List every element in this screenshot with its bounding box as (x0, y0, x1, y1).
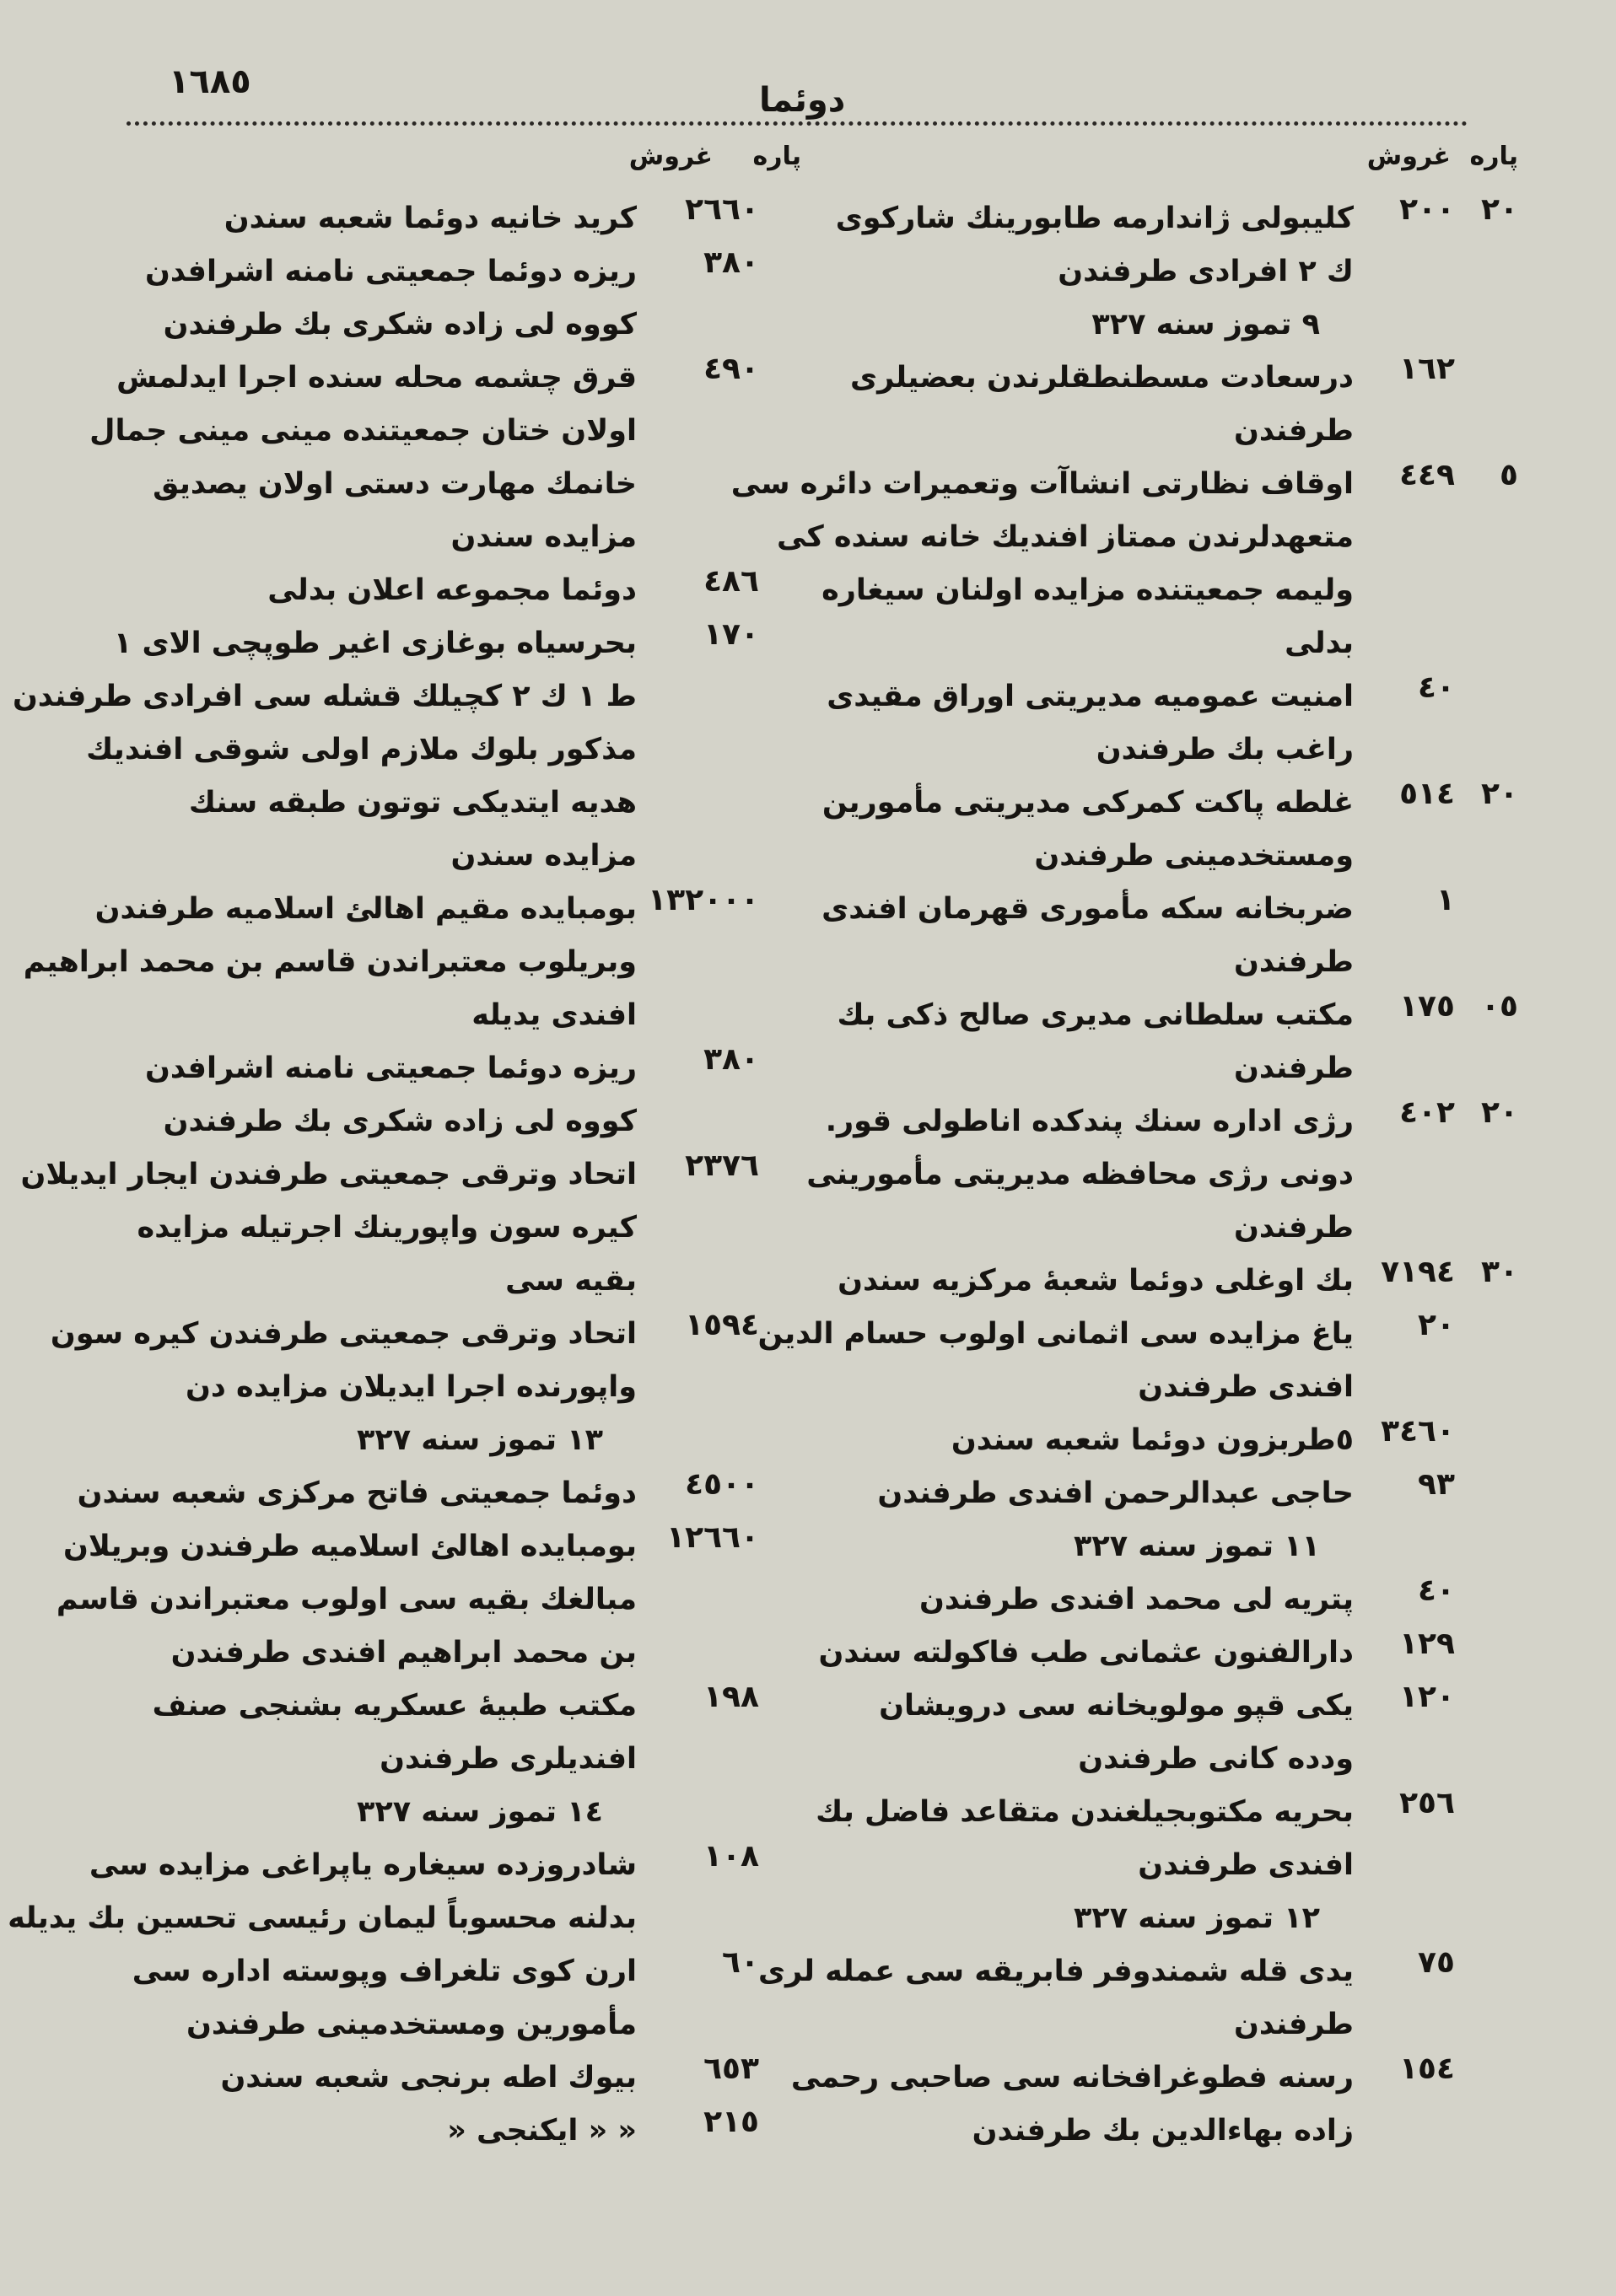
text-line: ك ٢ افرادى طرفندن (1058, 255, 1354, 288)
text-line: متعهدلرندن ممتاز افنديك خانه سنده كى (776, 520, 1354, 554)
text-line: طرفندن (1233, 2008, 1354, 2041)
ghurush-amount: ٣٨٠ (703, 245, 759, 280)
text-line: مبالغك بقيه سى اولوب معتبراندن قاسم (56, 1583, 637, 1616)
entry-description (810, 352, 1354, 458)
entry-description (50, 1308, 637, 1414)
entry-description (810, 1786, 1354, 1892)
ledger-entry (810, 1255, 1518, 1308)
entry-description (810, 1892, 1354, 1945)
text-line: اتحاد وترقى جمعيتى طرفندن ايجار ايديلان (20, 1158, 637, 1191)
entry-description (757, 1945, 1354, 2051)
ghurush-amount: ٢٥٦ (1399, 1786, 1455, 1820)
entry-description (810, 1520, 1354, 1573)
text-line: دارالفنون عثمانى طب فاكولته سندن (818, 1636, 1354, 1670)
ledger-entry (810, 192, 1518, 298)
ghurush-amount: ٤٠ (1418, 670, 1455, 705)
entry-description (101, 2105, 637, 2158)
text-line: كيره سون واپورينك اجرتيله مزايده (137, 1211, 637, 1245)
ledger-entry (101, 1945, 776, 2051)
ghurush-amount: ١٢٦٦٠ (666, 1520, 759, 1555)
text-line: درسعادت مسطنطقلرندن بعضيلرى (850, 361, 1354, 395)
entry-description (101, 1680, 637, 1786)
text-line: بقيه سى (505, 1264, 637, 1298)
text-line: افنديلرى طرفندن (380, 1742, 637, 1776)
entry-description (101, 1786, 637, 1839)
ledger-entry (89, 352, 776, 564)
ledger-entry (810, 989, 1518, 1095)
page-title: دوئما (759, 81, 846, 120)
ghurush-amount: ٤٠ (1418, 1573, 1455, 1608)
text-line: يدى قله شمندوفر فابريقه سى عمله لرى (757, 1955, 1354, 1988)
ledger-entry (101, 2105, 776, 2158)
ledger-entry (810, 1414, 1518, 1467)
ghurush-amount: ٦٠ (722, 1945, 759, 1980)
ghurush-amount: ١٠٨ (703, 1839, 759, 1874)
ledger-entry (101, 1414, 776, 1467)
text-line: ياغ مزايده سى اثمانى اولوب حسام الدين (757, 1317, 1354, 1351)
text-line: كريد خانيه دوئما شعبه سندن (224, 202, 637, 235)
text-line: بحرسياه بوغازى اغير طوپچى الاى ١ (113, 626, 637, 660)
text-line: شادروزده سيغاره ياپراغى مزايده سى (89, 1848, 637, 1882)
text-line: ٥طربزون دوئما شعبه سندن (951, 1423, 1354, 1457)
ledger-entry (101, 1786, 776, 1839)
text-line: افندى طرفندن (1138, 1848, 1354, 1882)
ghurush-amount: ٤٤٩ (1399, 458, 1455, 492)
text-line: ضربخانه سكه مأمورى قهرمان افندى (821, 892, 1354, 926)
date-line: ١٢ تموز سنه ٣٢٧ (1073, 1901, 1320, 1935)
ghurush-amount: ٥١٤ (1399, 777, 1455, 811)
text-line: افندى طرفندن (1138, 1370, 1354, 1404)
entry-description (810, 670, 1354, 777)
ghurush-amount: ٢٠٠ (1399, 192, 1455, 227)
ghurush-amount: ٤٩٠ (703, 352, 759, 386)
text-line: مزايده سندن (450, 520, 637, 554)
date-line: ١٣ تموز سنه ٣٢٧ (356, 1423, 603, 1457)
text-line: ريزه دوئما جمعيتى نامنه اشرافدن (144, 1051, 637, 1085)
ledger-entry (810, 1520, 1518, 1573)
entry-description (810, 989, 1354, 1095)
para-amount: ٣٠ (1481, 1255, 1518, 1289)
ghurush-heading: غروش (628, 142, 713, 171)
entry-description (101, 192, 637, 245)
text-line: ودده كانى طرفندن (1078, 1742, 1354, 1776)
ghurush-amount: ٦٥٣ (703, 2051, 759, 2086)
text-line: يكى قپو مولويخانه سى درويشان (879, 1689, 1354, 1723)
text-line: هديه ايتديكى توتون طبقه سنك (188, 786, 637, 820)
entry-description (101, 1414, 637, 1467)
ledger-entry (101, 564, 776, 617)
date-line: ١١ تموز سنه ٣٢٧ (1073, 1530, 1320, 1563)
entry-description (810, 883, 1354, 989)
entry-description (56, 1520, 637, 1680)
text-line: وليمه جمعيتنده مزايده اولنان سيغاره (821, 573, 1354, 607)
entry-description (101, 245, 637, 352)
entry-description (12, 617, 637, 883)
text-line: اولان ختان جمعيتنده مينى مينى جمال (89, 414, 637, 448)
text-line: خانمك مهارت دستى اولان يصديق (153, 467, 637, 501)
ghurush-amount: ١٩٨ (703, 1680, 759, 1714)
ledger-entry (810, 1467, 1518, 1520)
entry-description (20, 1148, 637, 1308)
ledger-entry (810, 777, 1518, 883)
entry-description (810, 1573, 1354, 1627)
entry-description (89, 352, 637, 564)
entry-description (101, 2051, 637, 2105)
ledger-entry (101, 1042, 776, 1148)
text-line: كووه لى زاده شكرى بك طرفندن (163, 1105, 637, 1138)
ledger-entry (56, 1520, 776, 1680)
entry-description (810, 1255, 1354, 1308)
left-column-heading (101, 142, 801, 192)
ghurush-amount: ١٧٥ (1399, 989, 1455, 1024)
ghurush-amount: ١٥٩٤ (685, 1308, 759, 1342)
entry-description (806, 1095, 1354, 1255)
text-line: اتحاد وترقى جمعيتى طرفندن كيره سون (50, 1317, 637, 1351)
text-line: بن محمد ابراهيم افندى طرفندن (170, 1636, 637, 1670)
para-amount: ٢٠ (1481, 1095, 1518, 1130)
text-line: مكتب طبيهٔ عسكريه بشنجى صنف (152, 1689, 637, 1723)
text-line: طرفندن (1233, 1051, 1354, 1085)
ledger-entry (790, 2051, 1518, 2158)
text-line: غلطه پاكت كمركى مديريتى مأمورين (821, 786, 1354, 820)
entry-description (101, 564, 637, 617)
text-line: طرفندن (1233, 1211, 1354, 1245)
entry-description (23, 883, 637, 1042)
text-line: طرفندن (1233, 414, 1354, 448)
ledger-entry (23, 883, 776, 1042)
ledger-entry (101, 2051, 776, 2105)
text-line: مكتب سلطانى مديرى صالح ذكى بك (837, 998, 1354, 1032)
text-line: دونى رژى محافظه مديريتى مأمورينى (806, 1158, 1354, 1191)
entry-description (77, 1467, 637, 1520)
ghurush-amount: ٣٤٦٠ (1381, 1414, 1455, 1449)
ledger-entry (810, 1786, 1518, 1892)
ghurush-amount: ٤٨٦ (703, 564, 759, 599)
para-amount: ٢٠ (1481, 192, 1518, 227)
date-line: ١٤ تموز سنه ٣٢٧ (356, 1795, 603, 1829)
text-line: دوئما جمعيتى فاتح مركزى شعبه سندن (77, 1476, 637, 1510)
text-line: بدلنه محسوباً ليمان رئيسى تحسين بك يديله (8, 1901, 637, 1935)
para-heading: پاره (752, 142, 801, 171)
ghurush-heading: غروش (1366, 142, 1451, 171)
left-column (8, 142, 801, 2158)
text-line: راغب بك طرفندن (1096, 733, 1354, 766)
ledger-entry (810, 298, 1518, 352)
text-line: كليبولى ژاندارمه طابورينك شاركوى (835, 202, 1354, 235)
entry-description (8, 1839, 637, 1945)
text-line: قرق چشمه محله سنده اجرا ايدلمش (116, 361, 637, 395)
ledger-entry (810, 1892, 1518, 1945)
entry-description (810, 192, 1354, 298)
text-line: امنيت عموميه مديريتى اوراق مقيدى (827, 680, 1354, 713)
ledger-entry (757, 1945, 1518, 2051)
para-amount: ٥ (1500, 458, 1518, 492)
ledger-entry (810, 883, 1518, 989)
entry-description (810, 1680, 1354, 1786)
entry-description (810, 1467, 1354, 1520)
ledger-entry (810, 670, 1518, 777)
text-line: پتريه لى محمد افندى طرفندن (919, 1583, 1354, 1616)
right-column-heading (810, 142, 1518, 192)
text-line: حاجى عبدالرحمن افندى طرفندن (877, 1476, 1354, 1510)
ghurush-amount: ٣٨٠ (703, 1042, 759, 1077)
ghurush-amount: ٤٠٢ (1399, 1095, 1455, 1130)
ghurush-amount: ٢٣٧٦ (685, 1148, 759, 1183)
ghurush-amount: ٩٣ (1418, 1467, 1455, 1502)
entry-description (101, 1042, 637, 1148)
ghurush-amount: ١٣٢٠٠٠ (648, 883, 759, 917)
ledger-entry (810, 1573, 1518, 1627)
text-line: رسنه فطوغرافخانه سى صاحبى رحمى (790, 2061, 1354, 2094)
ghurush-amount: ٧١٩٤ (1381, 1255, 1455, 1289)
header-divider (127, 121, 1468, 126)
text-line: بدلى (1285, 626, 1354, 660)
text-line: كووه لى زاده شكرى بك طرفندن (163, 308, 637, 341)
text-line: ط ١ ك ٢ كچيلك قشله سى افرادى طرفندن (12, 680, 637, 713)
text-line: بيوك اطه برنجى شعبه سندن (220, 2061, 637, 2094)
date-line: ٩ تموز سنه ٣٢٧ (1091, 308, 1320, 341)
ghurush-amount: ٤٥٠٠ (685, 1467, 759, 1502)
text-line: مأمورين ومستخدمينى طرفندن (186, 2008, 637, 2041)
text-line: مزايده سندن (450, 839, 637, 873)
ledger-entry (810, 1680, 1518, 1786)
entry-description (790, 2051, 1354, 2158)
ledger-entry (810, 352, 1518, 458)
text-line: اوقاف نظارتى انشاآت وتعميرات دائره سى (730, 467, 1354, 501)
ledger-entry (20, 1148, 776, 1308)
text-line: زاده بهاءالدين بك طرفندن (972, 2114, 1354, 2148)
entry-description (810, 1414, 1354, 1467)
text-line: « « ايكنجى « (447, 2114, 637, 2148)
para-amount: ٠٥ (1481, 989, 1518, 1024)
ghurush-amount: ٢١٥ (703, 2105, 759, 2139)
text-line: ومستخدمينى طرفندن (1034, 839, 1354, 873)
text-line: بك اوغلى دوئما شعبهٔ مركزيه سندن (838, 1264, 1354, 1298)
page-number: ١٦٨٥ (169, 62, 251, 101)
text-line: مذكور بلوك ملازم اولى شوقى افنديك (86, 733, 637, 766)
ledger-entry (810, 1627, 1518, 1680)
ledger-entry (101, 192, 776, 245)
entry-description (810, 298, 1354, 352)
text-line: بحريه مكتوبجيلغندن متقاعد فاضل بك (816, 1795, 1354, 1829)
ledger-entry (101, 245, 776, 352)
ghurush-amount: ١٢٩ (1399, 1627, 1455, 1661)
entry-description (810, 777, 1354, 883)
ledger-entry (50, 1308, 776, 1414)
ledger-entry (757, 1308, 1518, 1414)
text-line: وبريلوب معتبراندن قاسم بن محمد ابراهيم (23, 945, 637, 979)
ledger-entry (101, 1680, 776, 1786)
ghurush-amount: ٢٠ (1418, 1308, 1455, 1342)
ledger-entry (806, 1095, 1518, 1255)
text-line: ريزه دوئما جمعيتى نامنه اشرافدن (144, 255, 637, 288)
text-line: واپورنده اجرا ايديلان مزايده دن (186, 1370, 637, 1404)
text-line: رژى اداره سنك پندكده اناطولى قور. (825, 1105, 1354, 1138)
text-line: دوئما مجموعه اعلان بدلى (267, 573, 637, 607)
ledger-entry (12, 617, 776, 883)
ledger-entry (77, 1467, 776, 1520)
ghurush-amount: ١٥٤ (1399, 2051, 1455, 2086)
text-line: افندى يديله (471, 998, 637, 1032)
ghurush-amount: ١٧٠ (703, 617, 759, 652)
entry-description (810, 1627, 1354, 1680)
text-line: ارن كوى تلغراف وپوسته اداره سى (132, 1955, 637, 1988)
ghurush-amount: ٢٦٦٠ (685, 192, 759, 227)
text-line: بومبايده اهالئ اسلاميه طرفندن وبريلان (62, 1530, 637, 1563)
entry-description (101, 1945, 637, 2051)
ghurush-amount: ٧٥ (1418, 1945, 1455, 1980)
text-line: بومبايده مقيم اهالئ اسلاميه طرفندن (94, 892, 637, 926)
para-heading: پاره (1469, 142, 1518, 171)
entry-description (757, 1308, 1354, 1414)
text-line: طرفندن (1233, 945, 1354, 979)
ghurush-amount: ١ (1436, 883, 1455, 917)
ghurush-amount: ١٦٢ (1399, 352, 1455, 386)
ledger-entry (8, 1839, 776, 1945)
ghurush-amount: ١٢٠ (1399, 1680, 1455, 1714)
para-amount: ٢٠ (1481, 777, 1518, 811)
